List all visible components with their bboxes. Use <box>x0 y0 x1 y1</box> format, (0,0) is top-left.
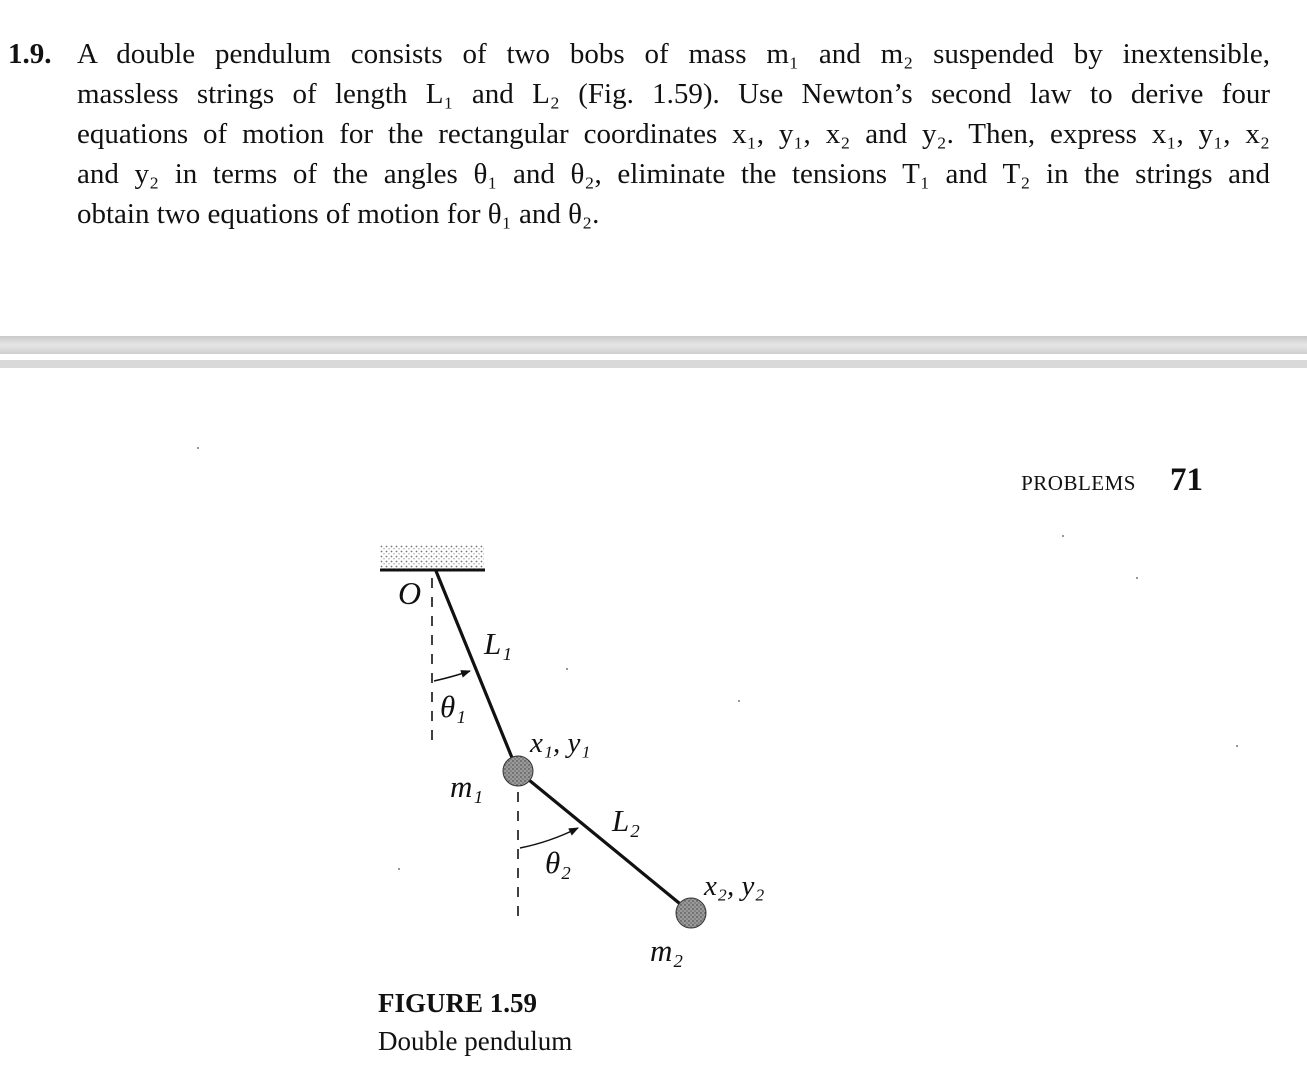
problem-number: 1.9. <box>8 38 52 70</box>
label-angle-1: θ₁ <box>440 689 467 724</box>
figure-caption-text: Double pendulum <box>378 1026 573 1056</box>
label-coords-1: x₁, y₁ <box>530 727 591 759</box>
label-length-1: L₁ <box>484 626 513 661</box>
bob-1 <box>503 756 533 786</box>
scan-speck <box>197 447 199 449</box>
label-coords-2: x₂, y₂ <box>704 870 765 902</box>
label-mass-2: m₂ <box>650 933 684 968</box>
figure-caption-title: FIGURE 1.59 <box>378 988 538 1018</box>
problem-line-1: A double pendulum consists of two bobs of mass m₁ and m₂ suspended by inextensible, <box>77 38 1270 70</box>
scan-speck <box>738 700 740 702</box>
scan-speck <box>1062 535 1064 537</box>
label-angle-2: θ₂ <box>545 845 572 880</box>
scan-speck <box>1236 745 1238 747</box>
page-number: 71 <box>1170 462 1203 498</box>
problem-line-5: obtain two equations of motion for θ₁ and θ₂. <box>77 198 600 230</box>
bob-2 <box>676 898 706 928</box>
problem-line-4: and y₂ in terms of the angles θ₁ and θ₂, eliminate the tensions T₁ and T₂ in the strings and <box>77 158 1270 190</box>
scan-speck <box>398 868 400 870</box>
label-length-2: L₂ <box>612 803 641 838</box>
label-mass-1: m₁ <box>450 769 484 804</box>
problem-line-3: equations of motion for the rectangular coordinates x₁, y₁, x₂ and y₂. Then, express x₁, y₁, x₂ <box>77 118 1270 150</box>
problem-line-2: massless strings of length L₁ and L₂ (Fig. 1.59). Use Newton’s second law to derive four <box>77 78 1270 110</box>
running-head-section: PROBLEMS <box>1021 471 1136 495</box>
scan-speck <box>566 668 568 670</box>
string-1 <box>436 571 517 770</box>
angle-1-arrow <box>434 671 470 681</box>
label-origin: O <box>398 575 422 611</box>
figure-caption <box>378 984 572 1060</box>
scan-speck <box>1136 577 1138 579</box>
ceiling-hatch <box>380 545 484 569</box>
